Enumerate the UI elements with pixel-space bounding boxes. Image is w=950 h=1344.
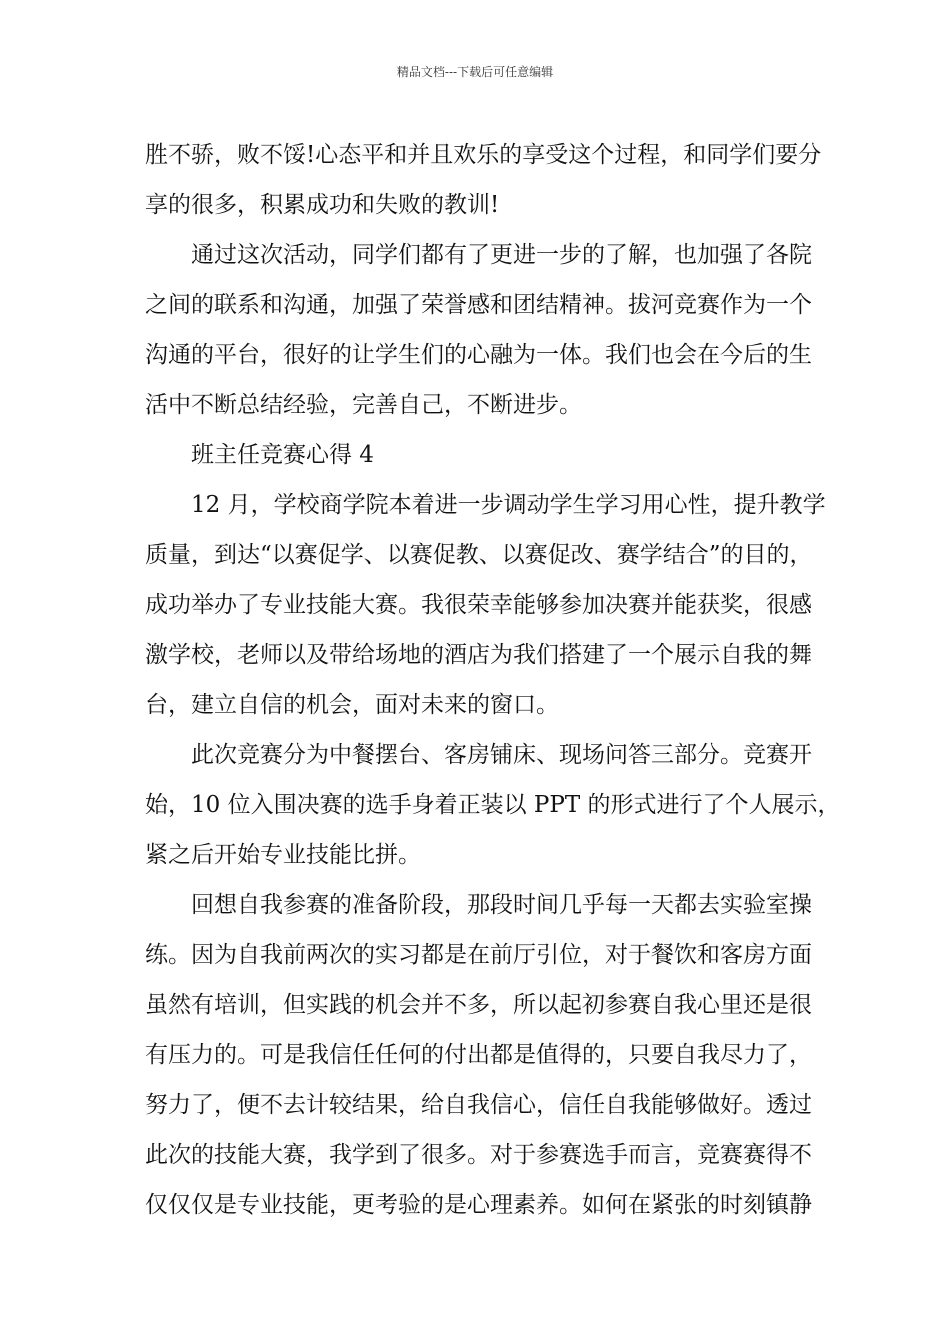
paragraph <box>145 880 815 1230</box>
text-line: 台，建立自信的机会，面对未来的窗口。 <box>145 692 559 718</box>
text-line: 努力了，便不去计较结果，给自我信心，信任自我能够做好。透过 <box>145 1092 812 1118</box>
heading-text: 班主任竞赛心得 4 <box>191 442 374 468</box>
text-line: 回想自我参赛的准备阶段，那段时间几乎每一天都去实验室操 <box>191 892 812 918</box>
text-line: 沟通的平台，很好的让学生们的心融为一体。我们也会在今后的生 <box>145 342 812 368</box>
text-line: 激学校，老师以及带给场地的酒店为我们搭建了一个展示自我的舞 <box>145 642 812 668</box>
text-line: 质量，到达“以赛促学、以赛促教、以赛促改、赛学结合”的目的， <box>145 542 813 568</box>
text-line: 虽然有培训，但实践的机会并不多，所以起初参赛自我心里还是很 <box>145 992 812 1018</box>
text-line: 练。因为自我前两次的实习都是在前厅引位，对于餐饮和客房方面 <box>145 942 812 968</box>
text-line: 此次的技能大赛，我学到了很多。对于参赛选手而言，竞赛赛得不 <box>145 1142 812 1168</box>
text-line: 活中不断总结经验，完善自己，不断进步。 <box>145 392 582 418</box>
page-header: 精品文档---下载后可任意编辑 <box>396 65 554 79</box>
text-line: 紧之后开始专业技能比拼。 <box>145 842 421 868</box>
paragraph <box>145 730 841 880</box>
text-line: 仅仅仅是专业技能，更考验的是心理素养。如何在紧张的时刻镇静 <box>145 1192 812 1218</box>
text-line: 享的很多，积累成功和失败的教训! <box>145 192 500 218</box>
text-line: 之间的联系和沟通，加强了荣誉感和团结精神。拔河竞赛作为一个 <box>145 292 812 318</box>
text-line: 胜不骄，败不馁!心态平和并且欢乐的享受这个过程，和同学们要分 <box>145 142 822 168</box>
text-line: 有压力的。可是我信任任何的付出都是值得的，只要自我尽力了， <box>145 1042 812 1068</box>
paragraph <box>145 130 822 230</box>
text-line: 12 月，学校商学院本着进一步调动学生学习用心性，提升教学 <box>191 492 826 518</box>
document-body <box>145 130 841 1230</box>
paragraph <box>145 480 826 730</box>
paragraph <box>145 230 815 430</box>
text-line: 成功举办了专业技能大赛。我很荣幸能够参加决赛并能获奖，很感 <box>145 592 812 618</box>
section-heading <box>145 430 815 480</box>
text-line: 始，10 位入围决赛的选手身着正装以 PPT 的形式进行了个人展示， <box>145 792 841 818</box>
text-line: 通过这次活动，同学们都有了更进一步的了解，也加强了各院 <box>191 242 812 268</box>
text-line: 此次竞赛分为中餐摆台、客房铺床、现场问答三部分。竞赛开 <box>191 742 812 768</box>
